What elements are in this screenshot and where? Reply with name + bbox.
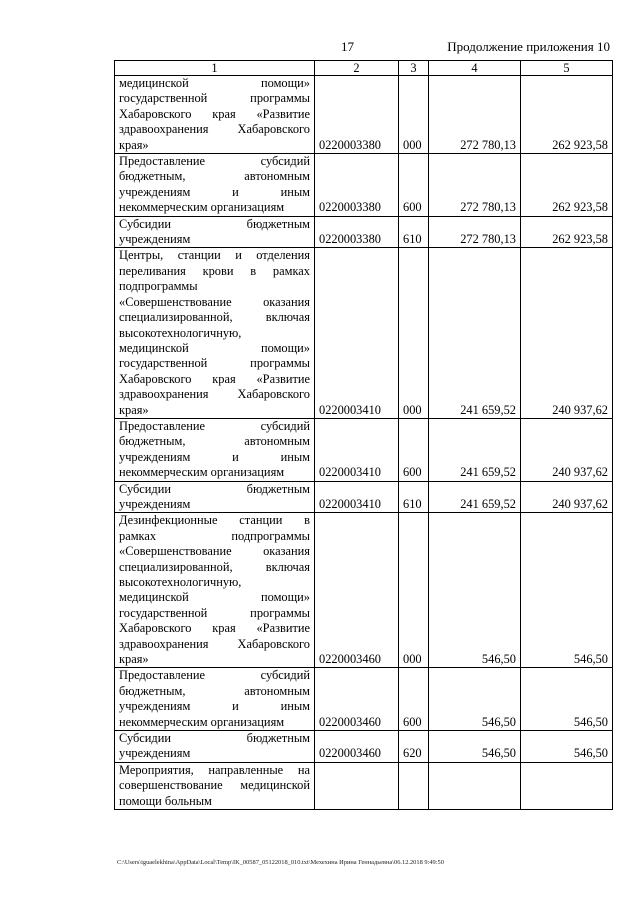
table-row (115, 481, 613, 513)
amount-col4: 241 659,52 (429, 481, 521, 513)
expense-type-code: 600 (399, 668, 429, 731)
target-article-code: 0220003410 (315, 248, 399, 418)
table-row (115, 418, 613, 481)
item-name: Центры, станции и отделения переливания крови в рамках подпрограммы «Совершенствование оказания специализированной, включая высокотехнологичную, медицинской помощи» государственной программы Хабаровского края «Развитие здравоохранения Хабаровского края» (115, 248, 315, 418)
target-article-code: 0220003380 (315, 76, 399, 154)
amount-col4: 241 659,52 (429, 248, 521, 418)
amount-col5: 546,50 (521, 513, 613, 668)
item-name: Дезинфекционные станции в рамках подпрограммы «Совершенствование оказания специализированной, включая высокотехнологичную, медицинской помощи» государственной программы Хабаровского края «Развитие здравоохранения Хабаровского края» (115, 513, 315, 668)
amount-col5: 240 937,62 (521, 481, 613, 513)
column-number: 5 (521, 61, 613, 76)
amount-col5: 262 923,58 (521, 154, 613, 217)
target-article-code: 0220003460 (315, 731, 399, 763)
column-number: 1 (115, 61, 315, 76)
item-name: Мероприятия, направленные на совершенствование медицинской помощи больным (115, 762, 315, 809)
expense-type-code: 000 (399, 513, 429, 668)
column-number: 2 (315, 61, 399, 76)
target-article-code: 0220003410 (315, 481, 399, 513)
target-article-code: 0220003380 (315, 154, 399, 217)
amount-col5: 240 937,62 (521, 248, 613, 418)
amount-col4: 272 780,13 (429, 216, 521, 248)
amount-col5: 546,50 (521, 731, 613, 763)
expense-type-code: 000 (399, 248, 429, 418)
target-article-code: 0220003410 (315, 418, 399, 481)
amount-col4: 272 780,13 (429, 154, 521, 217)
amount-col4: 241 659,52 (429, 418, 521, 481)
budget-table (114, 60, 613, 810)
table-row (115, 762, 613, 809)
target-article-code: 0220003380 (315, 216, 399, 248)
expense-type-code: 600 (399, 154, 429, 217)
amount-col4: 546,50 (429, 668, 521, 731)
target-article-code: 0220003460 (315, 513, 399, 668)
table-row (115, 76, 613, 154)
item-name: Предоставление субсидий бюджетным, автономным учреждениям и иным некоммерческим организациям (115, 154, 315, 217)
column-number: 4 (429, 61, 521, 76)
expense-type-code (399, 762, 429, 809)
item-name: Предоставление субсидий бюджетным, автономным учреждениям и иным некоммерческим организациям (115, 668, 315, 731)
target-article-code (315, 762, 399, 809)
file-path-footer: C:\Users\iguaelekhina\AppData\Local\Temp\IK_00587_05122018_010.txt\Мехехина Ирина Геннадьевна\06.12.2018 9:49:50 (117, 859, 444, 866)
target-article-code: 0220003460 (315, 668, 399, 731)
amount-col4: 546,50 (429, 731, 521, 763)
amount-col4 (429, 762, 521, 809)
amount-col5: 240 937,62 (521, 418, 613, 481)
item-name: Субсидии бюджетным учреждениям (115, 731, 315, 763)
expense-type-code: 000 (399, 76, 429, 154)
amount-col4: 272 780,13 (429, 76, 521, 154)
appendix-continuation-label: Продолжение приложения 10 (447, 39, 610, 54)
amount-col5: 546,50 (521, 668, 613, 731)
amount-col5: 262 923,58 (521, 76, 613, 154)
amount-col5: 262 923,58 (521, 216, 613, 248)
column-number-row (115, 61, 613, 76)
expense-type-code: 600 (399, 418, 429, 481)
table-row (115, 216, 613, 248)
page-number: 17 (341, 39, 354, 54)
table-row (115, 513, 613, 668)
item-name: Субсидии бюджетным учреждениям (115, 481, 315, 513)
table-row (115, 668, 613, 731)
item-name: Субсидии бюджетным учреждениям (115, 216, 315, 248)
item-name: медицинской помощи» государственной программы Хабаровского края «Развитие здравоохранения Хабаровского края» (115, 76, 315, 154)
expense-type-code: 610 (399, 216, 429, 248)
expense-type-code: 610 (399, 481, 429, 513)
amount-col4: 546,50 (429, 513, 521, 668)
column-number: 3 (399, 61, 429, 76)
amount-col5 (521, 762, 613, 809)
expense-type-code: 620 (399, 731, 429, 763)
item-name: Предоставление субсидий бюджетным, автономным учреждениям и иным некоммерческим организациям (115, 418, 315, 481)
table-row (115, 154, 613, 217)
table-row (115, 248, 613, 418)
table-row (115, 731, 613, 763)
